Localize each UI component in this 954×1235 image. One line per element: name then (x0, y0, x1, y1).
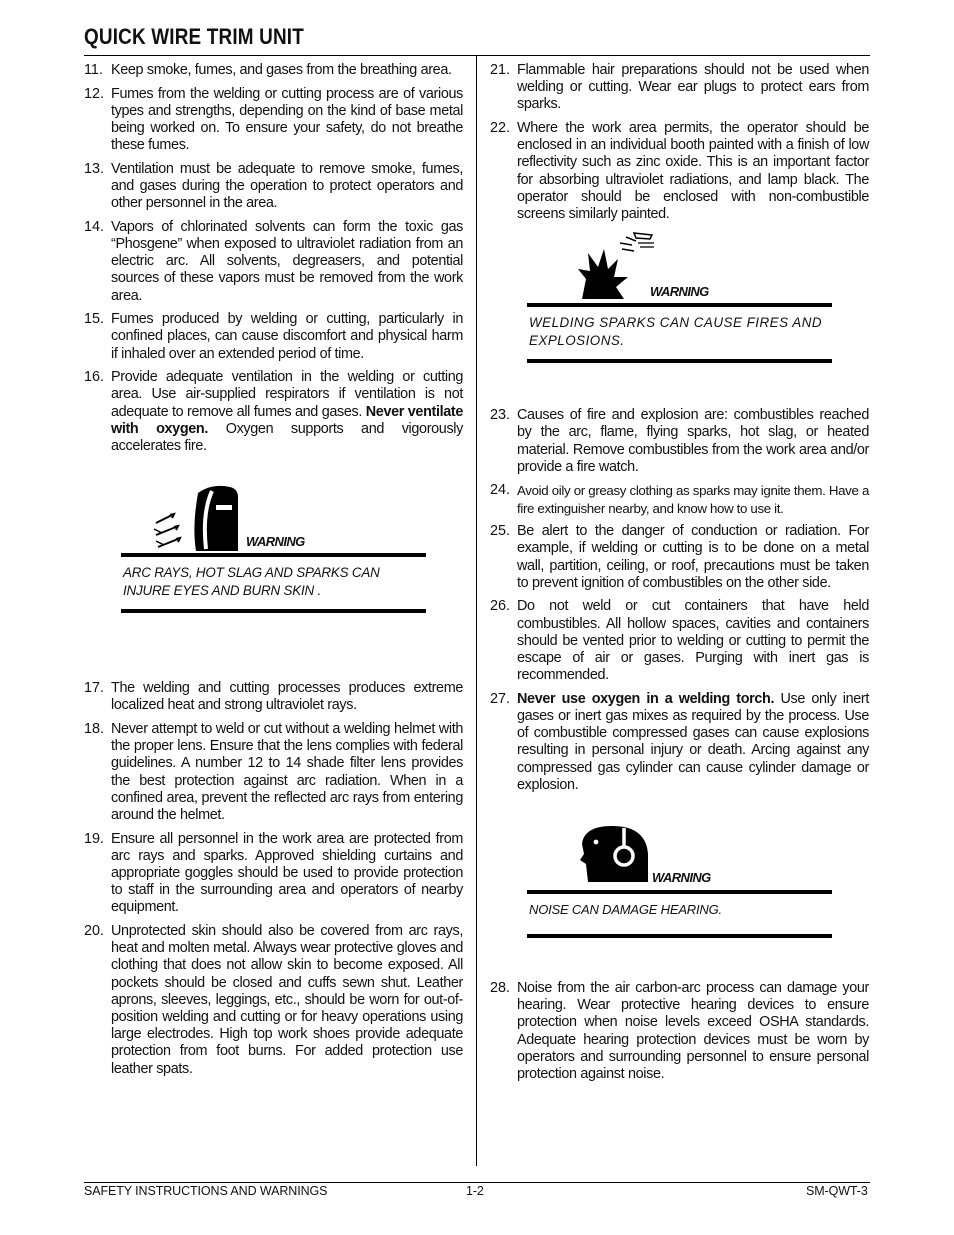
header-rule (84, 55, 870, 56)
warning-box-noise (490, 814, 869, 976)
footer-rule (84, 1182, 870, 1183)
list-item (490, 482, 869, 516)
item-text: Avoid oily or greasy clothing as sparks may ignite them. Have a fire extinguisher nearby, and know how to use it. (517, 483, 869, 516)
list-item (490, 407, 869, 476)
list-item (84, 86, 463, 155)
footer-document-code: SM-QWT-3 (806, 1184, 868, 1198)
warning-box-eyes (84, 475, 463, 670)
item-text: Fumes from the welding or cutting process are of various types and strengths, depending on the kind of base metal being worked on. To ensure your safety, do not breathe these fumes. (111, 85, 463, 154)
item-number: 19. (84, 830, 105, 847)
warning-text: ARC RAYS, HOT SLAG AND SPARKS CAN INJURE EYES AND BURN SKIN . (123, 565, 380, 599)
list-item (84, 62, 463, 79)
item-number: 22. (490, 120, 511, 136)
warning-box-fire (490, 231, 869, 399)
item-text-part: Oxygen supports and vigorously accelerates fire. (111, 420, 463, 455)
item-text: Do not weld or cut containers that have held combustibles. All hollow spaces, cavities and containers should be vented prior to welding or cutting to permit the escape of air or gases. Purging with inert gas is recommended. (517, 598, 869, 684)
item-number: 24. (490, 482, 511, 499)
ear-protection-head-icon (578, 824, 650, 884)
item-text: Fumes produced by welding or cutting, particularly in confined places, can cause discomfort and physical harm if inhaled over an extended period of time. (111, 311, 463, 362)
warning-label: WARNING (652, 870, 711, 886)
item-number: 21. (490, 62, 511, 78)
list-item (490, 120, 869, 223)
item-number: 15. (84, 311, 105, 328)
instruction-list-left-a (84, 62, 463, 363)
item-number: 18. (84, 721, 105, 738)
item-number: 12. (84, 85, 105, 102)
item-number: 28. (490, 980, 511, 997)
item-number: 23. (490, 407, 511, 424)
list-item (490, 691, 869, 794)
column-divider (476, 56, 477, 1166)
item-number: 27. (490, 690, 511, 707)
warning-label: WARNING (246, 534, 305, 550)
instruction-list-right-c (490, 980, 869, 1083)
warning-text: NOISE CAN DAMAGE HEARING. (529, 902, 722, 918)
list-item (84, 831, 463, 917)
list-item (84, 923, 463, 1078)
item-text: The welding and cutting processes produces extreme localized heat and strong ultraviolet rays. (111, 680, 463, 714)
footer-section-title: SAFETY INSTRUCTIONS AND WARNINGS (84, 1184, 328, 1198)
list-item (84, 311, 463, 363)
warning-text: WELDING SPARKS CAN CAUSE FIRES AND EXPLOSIONS. (529, 315, 823, 349)
item-text: Never attempt to weld or cut without a welding helmet with the proper lens. Ensure that the lens complies with federal guidelines. A number 12 to 14 shade filter lens provides the best protection against arc radiation. When in a confined area, prevent the reflected arc rays from entering around the helmet. (111, 721, 463, 824)
item-text: Causes of fire and explosion are: combustibles reached by the arc, flame, flying sparks, hot slag, or heated material. Remove combustibles from the work area and/or provide a fire watch. (517, 407, 869, 475)
warning-label: WARNING (650, 284, 709, 300)
item-number: 13. (84, 160, 105, 177)
item-text (517, 691, 869, 794)
instruction-list-right-b (490, 407, 869, 684)
list-item (84, 161, 463, 213)
item-number: 11. (84, 62, 103, 78)
warning-top-bar (121, 553, 426, 557)
page-title: QUICK WIRE TRIM UNIT (84, 24, 304, 49)
list-item (84, 721, 463, 824)
item-text: Noise from the air carbon-arc process can damage your hearing. Wear protective hearing devices to ensure protection when noise levels exceed OSHA standards. Adequate hearing protection devices must be worn by operators and surrounding personnel to ensure personal protection against noise. (517, 980, 869, 1083)
item-text-part: Provide adequate ventilation in the welding or cutting area. Use air-supplied respirators if ventilation is not adequate to remove all fumes and gases. (111, 369, 463, 420)
footer-page-number: 1-2 (466, 1184, 484, 1198)
welding-helmet-icon (152, 483, 252, 555)
item-text-bold: Never use oxygen in a welding torch. (517, 690, 775, 707)
warning-top-bar (527, 890, 832, 894)
item-text (111, 369, 463, 455)
item-number: 25. (490, 523, 511, 540)
item-text: Vapors of chlorinated solvents can form the toxic gas “Phosgene” when exposed to ultraviolet radiation from an electric arc. All solvents, degreasers, and potential sources of these vapors must be removed from the work area. (111, 218, 463, 304)
item-number: 17. (84, 680, 105, 697)
list-item (490, 980, 869, 1083)
item-text: Unprotected skin should also be covered from arc rays, heat and molten metal. Always wear protective gloves and clothing that does not allow skin to become exposed. All pockets should be closed and cuffs sewn shut. Leather aprons, sleeves, leggings, etc., should be worn for out-of-position welding and cutting or for heavy operations using large electrodes. High top work shoes provide adequate protection from foot burns. For added protection use leather spats. (111, 923, 463, 1077)
item-number: 14. (84, 218, 105, 235)
left-column (84, 62, 463, 1084)
list-item (84, 680, 463, 714)
list-item (490, 598, 869, 684)
item-text-bold: Never ventilate with oxygen. (111, 403, 463, 437)
warning-bottom-bar (527, 359, 832, 363)
item-text: Ensure all personnel in the work area are protected from arc rays and sparks. Approved shielding curtains and appropriate goggles should be used to provide protection to staff in the surrounding area and operators of nearby equipment. (111, 830, 463, 916)
list-item (490, 62, 869, 114)
list-item (84, 219, 463, 305)
explosion-icon (576, 229, 656, 301)
item-text: Where the work area permits, the operator should be enclosed in an individual booth painted with a finish of low reflectivity such as zinc oxide. This is an important factor for absorbing ultraviolet radiations, and lamp black. The operator should be enclosed with non-combustible screens similarly painted. (517, 120, 869, 223)
item-text: Be alert to the danger of conduction or radiation. For example, if welding or cutting is to be done on a metal wall, partition, ceiling, or roof, precautions must be taken to prevent ignition of combustibles on the other side. (517, 523, 869, 591)
list-item (84, 369, 463, 455)
warning-top-bar (527, 303, 832, 307)
list-item (490, 523, 869, 592)
item-text-part: Use only inert gases or inert gas mixes as required by the process. Use of combustible compressed gases can cause explosions resulting in personal injury or death. Arcing against any compressed gas cylinder can cause cylinder damage or explosion. (517, 690, 870, 793)
instruction-list-left-b (84, 680, 463, 1078)
right-column (490, 62, 869, 1090)
item-text: Keep smoke, fumes, and gases from the breathing area. (111, 62, 452, 78)
item-number: 26. (490, 598, 511, 615)
warning-bottom-bar (527, 934, 832, 938)
item-number: 20. (84, 923, 105, 940)
warning-bottom-bar (121, 609, 426, 613)
instruction-list-right-a (490, 62, 869, 223)
item-text: Flammable hair preparations should not be used when welding or cutting. Wear ear plugs to protect ears from sparks. (517, 62, 869, 113)
item-number: 16. (84, 369, 105, 386)
item-text: Ventilation must be adequate to remove smoke, fumes, and gases during the operation to protect operators and other personnel in the area. (111, 160, 463, 212)
